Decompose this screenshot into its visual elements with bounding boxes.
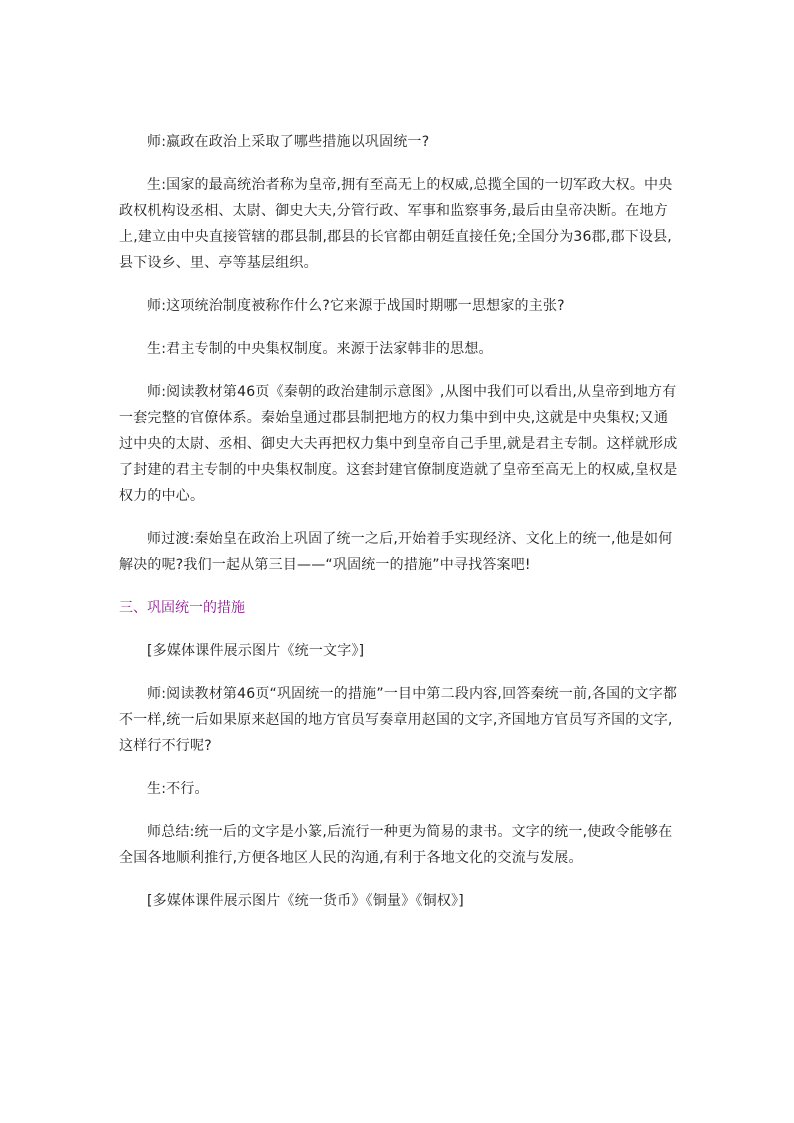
- paragraph-teacher-summary: 师总结:统一后的文字是小篆,后流行一种更为简易的隶书。文字的统一,使政令能够在全国各地顺利推行,方便各地区人民的沟通,有利于各地文化的交流与发展。: [119, 824, 673, 866]
- document-body: [119, 129, 679, 931]
- paragraph-teacher-question-1: 师:嬴政在政治上采取了哪些措施以巩固统一?: [147, 134, 430, 150]
- paragraph-teacher-question-3: 师:阅读教材第46页“巩固统一的措施”一目中第二段内容,回答秦统一前,各国的文字都不一样,统一后如果原来赵国的地方官员写奏章用赵国的文字,齐国地方官员写齐国的文字,这样行不行呢?: [119, 686, 678, 754]
- section-heading: 三、巩固统一的措施: [119, 600, 245, 616]
- paragraph-teacher-question-2: 师:这项统治制度被称作什么?它来源于战国时期哪一思想家的主张?: [147, 298, 565, 314]
- paragraph-student-answer-1: 生:国家的最高统治者称为皇帝,拥有至高无上的权威,总揽全国的一切军政大权。中央政权机构设丞相、太尉、御史大夫,分管行政、军事和监察事务,最后由皇帝决断。在地方上,建立由中央直接管辖的郡县制,郡县的长官都由朝廷直接任免;全国分为36郡,郡下设县,县下设乡、里、亭等基层组织。: [119, 177, 673, 271]
- paragraph-teacher-explanation: 师:阅读教材第46页《秦朝的政治建制示意图》,从图中我们可以看出,从皇帝到地方有一套完整的官僚体系。秦始皇通过郡县制把地方的权力集中到中央,这就是中央集权;又通过中央的太尉、丞相、御史大夫再把权力集中到皇帝自己手里,就是君主专制。这样就形成了封建的君主专制的中央集权制度。这套封建官僚制度造就了皇帝至高无上的权威,皇权是权力的中心。: [119, 384, 678, 504]
- paragraph-student-answer-2: 生:君主专制的中央集权制度。来源于法家韩非的思想。: [147, 341, 493, 357]
- paragraph-media-note-2: [多媒体课件展示图片《统一货币》《铜量》《铜权》]: [147, 893, 464, 909]
- paragraph-media-note-1: [多媒体课件展示图片《统一文字》]: [147, 643, 365, 659]
- paragraph-student-answer-3: 生:不行。: [147, 781, 209, 797]
- paragraph-teacher-transition: 师过渡:秦始皇在政治上巩固了统一之后,开始着手实现经济、文化上的统一,他是如何解决的呢?我们一起从第三目——“巩固统一的措施”中寻找答案吧!: [119, 531, 673, 573]
